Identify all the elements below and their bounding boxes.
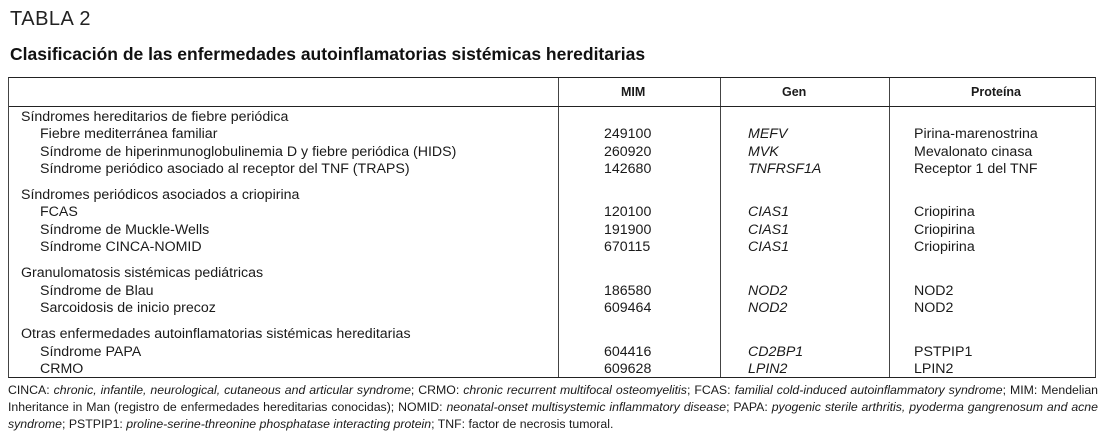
mim-number: 186580 [604,282,652,299]
protein-name: Criopirina [914,239,975,256]
mim-number: 609628 [604,360,652,377]
gene-name: TNFRSF1A [748,160,822,177]
table-row [9,126,1095,143]
protein-name: LPIN2 [914,360,954,377]
table-body [9,106,1095,378]
header-mim: MIM [621,85,646,99]
table-caption: Clasificación de las enfermedades autoinflamatorias sistémicas hereditarias [10,44,646,64]
protein-name: Criopirina [914,204,975,221]
mim-number: 609464 [604,299,652,316]
group-title: Granulomatosis sistémicas pediátricas [21,265,264,282]
gene-name: LPIN2 [748,360,788,377]
gene-name: CIAS1 [748,204,790,221]
disease-name: Síndrome de Muckle-Wells [40,221,210,238]
table-row [9,239,1095,256]
table-footnote: CINCA: chronic, infantile, neurological, cutaneous and articular syndrome; CRMO: chronic recurrent multifocal osteomyelitis; FCAS: familial cold-induced autoinflammatory syndrome; MIM: Mendelian Inheritance in Man (registro de enfermedades hereditarias conocidas); NOMID: neonatal-onset multisystemic inflammatory disease; PAPA: pyogenic sterile arthritis, pyoderma gangrenosum and acne syndrome; PSTPIP1: proline-serine-threonine phosphatase interacting protein; TNF: factor de necrosis tumoral. [8,383,1099,431]
protein-name: Pirina-marenostrina [914,126,1038,143]
table-group [9,187,1095,256]
table-row [9,144,1095,161]
disease-name: CRMO [40,360,84,377]
protein-name: Mevalonato cinasa [914,143,1033,160]
group-title: Síndromes hereditarios de fiebre periódica [21,109,289,125]
table-header [9,78,1095,107]
disease-name: Síndrome de Blau [40,282,154,299]
table-group [9,265,1095,317]
gene-name: MVK [748,143,779,160]
table-row [9,283,1095,300]
gene-name: MEFV [748,126,788,143]
mim-number: 604416 [604,343,652,360]
mim-number: 191900 [604,221,652,238]
protein-name: Receptor 1 del TNF [914,160,1038,177]
protein-name: NOD2 [914,282,954,299]
disease-name: Síndrome PAPA [40,343,142,360]
classification-table [8,77,1096,378]
group-title: Síndromes periódicos asociados a criopirina [21,187,300,204]
mim-number: 142680 [604,160,652,177]
gene-name: CIAS1 [748,221,790,238]
protein-name: NOD2 [914,299,954,316]
disease-name: Sarcoidosis de inicio precoz [40,299,216,316]
table-row [9,204,1095,221]
mim-number: 249100 [604,126,652,143]
disease-name: Síndrome CINCA-NOMID [40,239,202,256]
header-protein: Proteína [971,85,1022,99]
table-row [9,361,1095,378]
protein-name: PSTPIP1 [914,343,973,360]
disease-name: Síndrome periódico asociado al receptor del TNF (TRAPS) [40,160,410,177]
table-group [9,326,1095,378]
gene-name: NOD2 [748,282,788,299]
gene-name: NOD2 [748,299,788,316]
mim-number: 260920 [604,143,652,160]
header-gene: Gen [782,85,807,99]
gene-name: CIAS1 [748,239,790,256]
table-row [9,300,1095,317]
table-group [9,109,1095,178]
group-title: Otras enfermedades autoinflamatorias sistémicas hereditarias [21,326,411,343]
table-row [9,344,1095,361]
table-row [9,161,1095,178]
disease-name: Fiebre mediterránea familiar [40,126,218,143]
disease-name: Síndrome de hiperinmunoglobulinemia D y fiebre periódica (HIDS) [40,143,457,160]
mim-number: 120100 [604,204,652,221]
disease-name: FCAS [40,204,78,221]
gene-name: CD2BP1 [748,343,804,360]
protein-name: Criopirina [914,221,975,238]
mim-number: 670115 [604,239,651,256]
table-label: TABLA 2 [10,8,91,30]
table-row [9,222,1095,239]
